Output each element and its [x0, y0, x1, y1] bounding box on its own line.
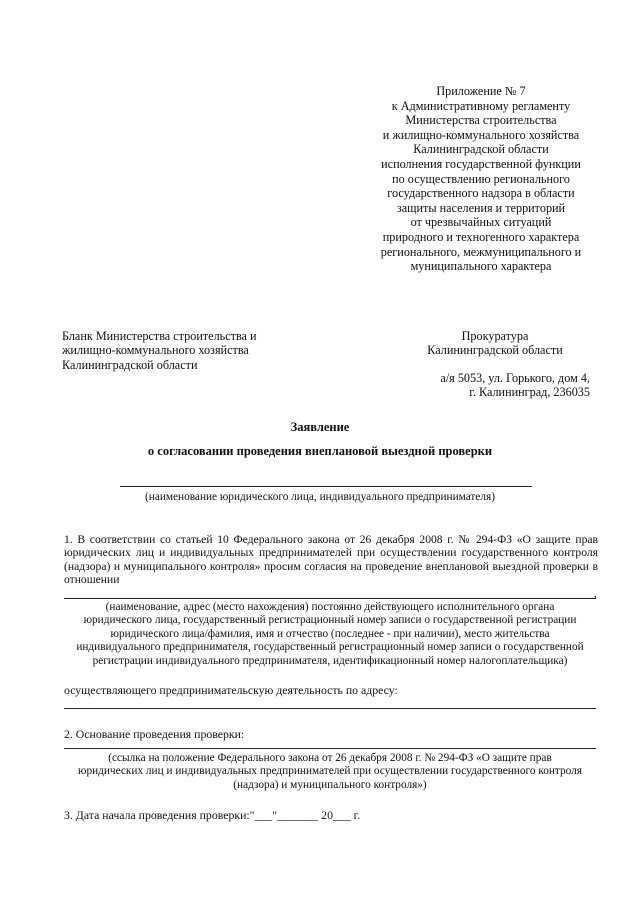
caption-line: юридического лица, государственный регистрационный номер записи о государственной регистрации: [83, 614, 577, 627]
sender-line: Калининградской области: [62, 357, 198, 372]
document-title: Заявление: [290, 420, 350, 434]
appendix-line: от чрезвычайных ситуаций: [410, 215, 552, 230]
legal-entity-caption: (наименование юридического лица, индивидуального предпринимателя): [145, 491, 495, 503]
appendix-line: природного и техногенного характера: [382, 229, 580, 244]
appendix-line: исполнения государственной функции: [381, 156, 581, 171]
sender-block: [62, 329, 257, 372]
appendix-line: по осуществлению регионального: [392, 171, 570, 186]
section1-target-line: [64, 598, 596, 599]
appendix-line: защиты населения и территорий: [396, 200, 566, 215]
appendix-line: и жилищно-коммунального хозяйства: [382, 127, 580, 142]
caption-line: индивидуального предпринимателя, государственный регистрационный номер записи о государственной: [76, 641, 584, 654]
recipient-address-line: г. Калининград, 236035: [469, 384, 590, 399]
recipient-name-line: Прокуратура: [461, 329, 529, 343]
caption-line: (ссылка на положение Федерального закона от 26 декабря 2008 г. № 294-ФЗ «О защите прав: [108, 752, 552, 764]
appendix-line: к Административному регламенту: [391, 98, 571, 113]
address-line: [64, 708, 596, 709]
appendix-line: регионального, межмуниципального и: [380, 244, 582, 259]
section1-caption: [52, 601, 608, 668]
appendix-line: муниципального характера: [410, 259, 552, 274]
appendix-line: Калининградской области: [413, 142, 549, 157]
appendix-line: государственного надзора в области: [387, 186, 575, 201]
appendix-header: [352, 84, 610, 274]
caption-line: (надзора) и муниципального контроля»): [233, 778, 427, 791]
section2-label: 2. Основание проведения проверки:: [64, 727, 245, 741]
recipient-address-line: а/я 5053, ул. Горького, дом 4,: [440, 370, 590, 385]
section2-caption: [52, 752, 608, 792]
caption-line: регистрации индивидуального предпринимателя, идентификационный номер налогоплательщика): [92, 654, 568, 667]
appendix-line: Министерства строительства: [405, 113, 557, 128]
legal-entity-line: [120, 486, 532, 487]
section1-text: 1. В соответствии со статьей 10 Федерального закона от 26 декабря 2008 г. № 294-ФЗ «О защите прав юридических лиц и индивидуальных предпринимателей при осуществлении государственного контроля (надзора) и муниципального контроля» просим согласия на проведение внеплановой выездной проверки в отношении: [64, 533, 598, 587]
section1-trailing-comma: ,: [594, 586, 597, 600]
sender-line: Бланк Министерства строительства и: [62, 329, 257, 343]
sender-line: жилищно-коммунального хозяйства: [62, 343, 249, 358]
caption-line: юридических лиц и индивидуальных предпринимателей при осуществлении государственного контроля: [78, 765, 582, 778]
section3-date-label: 3. Дата начала проведения проверки:"___"_______ 20___ г.: [64, 808, 361, 822]
caption-line: (наименование, адрес (место нахождения) постоянно действующего исполнительного органа: [105, 601, 555, 613]
address-label: осуществляющего предпринимательскую деятельность по адресу:: [64, 683, 398, 697]
caption-line: юридического лица/фамилия, имя и отчество (последнее - при наличии), место жительства: [110, 627, 550, 640]
appendix-line: Приложение № 7: [436, 84, 526, 98]
section2-basis-line: [64, 748, 596, 749]
recipient-name-line: Калининградской области: [427, 343, 563, 358]
document-subtitle: о согласовании проведения внеплановой выездной проверки: [147, 444, 493, 458]
recipient-block: [380, 329, 590, 399]
